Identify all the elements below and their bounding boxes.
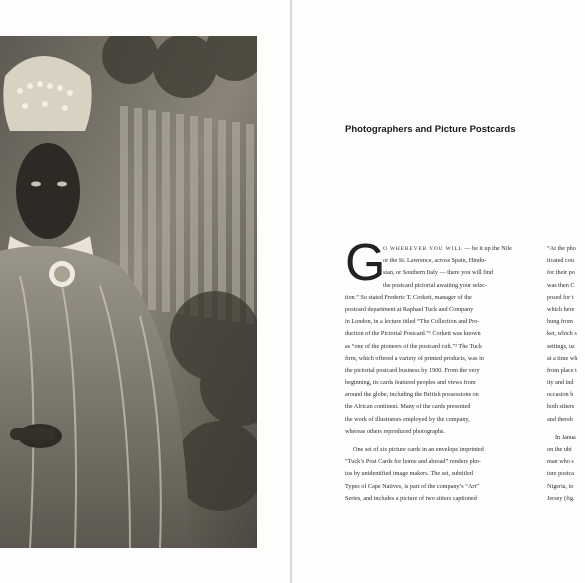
text-line: One set of six picture cards in an envelope imprinted: [353, 446, 484, 453]
text-line: Jersey (fig.: [547, 494, 575, 502]
text-line: the pictorial postcard business by 1900. From the very: [345, 366, 480, 374]
text-column-right: [547, 243, 585, 505]
text-line: on the ubi: [547, 446, 572, 453]
portrait-photo-image: [0, 36, 257, 548]
text-line: tion.” So stated Frederic T. Corkett, manager of the: [345, 293, 472, 301]
text-line: tos by unidentified image makers. The set, subtitled: [345, 470, 473, 478]
text-line: from place t: [547, 366, 577, 374]
text-line: Series, and includes a picture of two sitters captioned: [345, 494, 477, 502]
text-line: the African continent. Many of the cards presented: [345, 403, 471, 411]
text-line: duction of the Pictorial Postcard.”¹ Corkett was known: [345, 330, 481, 338]
text-line: in London, in a lecture titled “The Collection and Pro-: [345, 318, 480, 326]
text-line: for their po: [547, 269, 575, 277]
text-line: or the St. Lawrence, across Spain, Hindu-: [383, 257, 487, 265]
text-line: posed for t: [547, 293, 574, 301]
text-line: was then C: [547, 281, 575, 289]
text-line: at a time wh: [547, 354, 578, 362]
text-line: ket, which s: [547, 330, 577, 338]
text-line: settings, us: [547, 342, 575, 350]
text-line: In Janua: [555, 433, 576, 441]
text-line: and thereb: [547, 415, 573, 423]
text-line: as “one of the pioneers of the postcard cult.”² The Tuck: [345, 342, 482, 350]
text-column-left: [345, 234, 527, 505]
section-heading: Photographers and Picture Postcards: [345, 124, 516, 135]
text-line: postcard department at Raphael Tuck and Company: [345, 305, 474, 313]
text-line: occasion b: [547, 391, 574, 399]
text-line: both sitters: [547, 403, 575, 411]
smallcaps-prefix: O WHEREVER YOU WILL: [383, 246, 463, 252]
text-line: around the globe, including the British possessions on: [345, 391, 479, 399]
text-line: the work of illustrators employed by the company,: [345, 415, 470, 423]
text-line: whereas others reproduced photographs.: [345, 427, 445, 435]
text-line: “At the pho: [547, 245, 576, 252]
archival-portrait-photo: [0, 36, 257, 548]
text-line: stan, or Southern Italy — there you will find: [383, 269, 494, 277]
line-rest: — be it up the Nile: [462, 245, 512, 252]
text-line: “Tuck’s Post Cards for home and abroad” renders pho-: [345, 458, 481, 466]
text-line: which here: [547, 305, 575, 313]
text-line: ity and ind: [547, 379, 574, 387]
left-page: [0, 0, 291, 583]
text-line: Types of Cape Natives, is part of the company’s “Art”: [345, 482, 479, 490]
text-line: hung from: [547, 318, 573, 326]
text-line: beginning, its cards featured peoples and views from: [345, 379, 476, 387]
text-line: ture postca: [547, 470, 574, 478]
text-line: man who s: [547, 458, 574, 466]
drop-cap: G: [345, 234, 386, 292]
text-line: [345, 243, 527, 255]
text-line: the postcard pictorial awaiting your selec-: [383, 281, 487, 289]
text-line: firm, which offered a variety of printed products, was in: [345, 354, 484, 362]
text-line: Nigeria, to: [547, 482, 574, 490]
text-line: ticated cou: [547, 257, 574, 265]
